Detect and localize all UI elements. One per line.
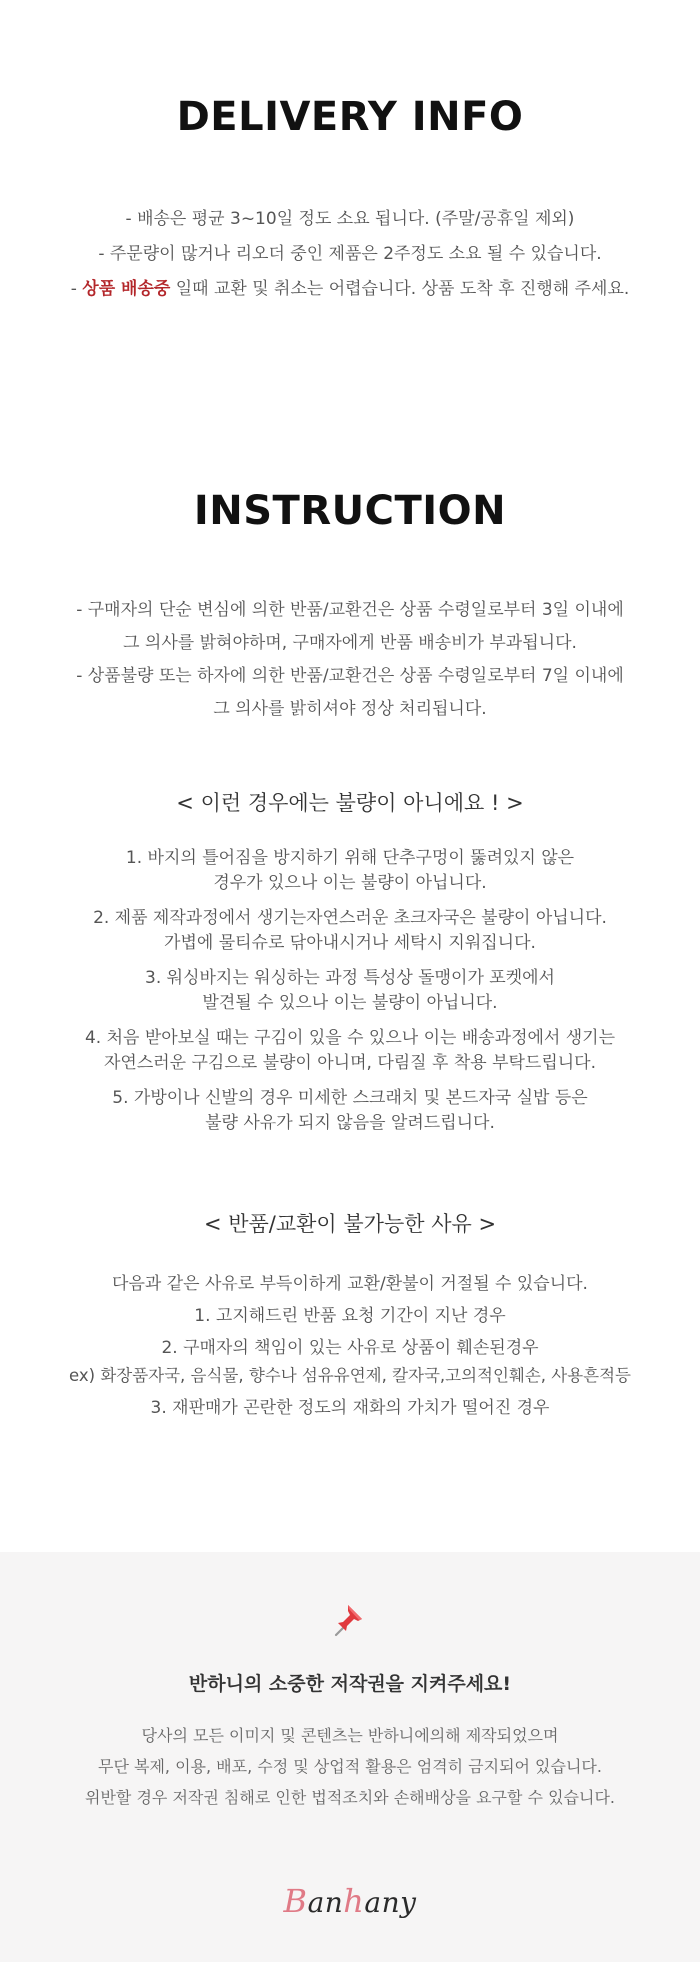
copyright-section: [0, 1552, 700, 1962]
instruction-line-4: 그 의사를 밝히셔야 정상 처리됩니다.: [213, 699, 487, 719]
pushpin-icon: [334, 1601, 366, 1637]
list-item: [0, 1026, 700, 1076]
list-item-line: 1. 바지의 틀어짐을 방지하기 위해 단추구멍이 뚫려있지 않은: [125, 848, 575, 868]
list-item-line: 5. 가방이나 신발의 경우 미세한 스크래치 및 본드자국 실밥 등은: [112, 1088, 588, 1108]
instruction-title: INSTRUCTION: [193, 488, 507, 534]
logo-part-any: any: [364, 1886, 417, 1919]
delivery-info-text: [0, 202, 700, 307]
no-return-text: [0, 1268, 700, 1428]
no-return-line: 3. 재판매가 곤란한 정도의 재화의 가치가 떨어진 경우: [150, 1398, 550, 1418]
list-item: [0, 1086, 700, 1136]
banhany-logo: [0, 1882, 700, 1920]
copyright-line-3: 위반할 경우 저작권 침해로 인한 법적조치와 손해배상을 요구할 수 있습니다.: [85, 1788, 615, 1807]
not-defect-heading: < 이런 경우에는 불량이 아니에요 ! >: [176, 791, 524, 815]
delivery-line-2: - 주문량이 많거나 리오더 중인 제품은 2주정도 소요 될 수 있습니다.: [98, 244, 602, 264]
no-return-line: 2. 구매자의 책임이 있는 사유로 상품이 훼손된경우: [161, 1338, 539, 1358]
list-item-line: 자연스러운 구김으로 불량이 아니며, 다림질 후 착용 부탁드립니다.: [103, 1053, 597, 1073]
copyright-line-1: 당사의 모든 이미지 및 콘텐츠는 반하니에의해 제작되었으며: [141, 1726, 559, 1745]
instruction-line-2: 그 의사를 밝혀야하며, 구매자에게 반품 배송비가 부과됩니다.: [123, 633, 577, 653]
list-item-line: 4. 처음 받아보실 때는 구김이 있을 수 있으나 이는 배송과정에서 생기는: [84, 1028, 616, 1048]
list-item: [0, 846, 700, 896]
list-item-line: 발견될 수 있으나 이는 불량이 아닙니다.: [202, 993, 498, 1013]
no-return-heading: < 반품/교환이 불가능한 사유 >: [203, 1212, 497, 1236]
no-return-example: ex) 화장품자국, 음식물, 향수나 섬유유연제, 칼자국,고의적인훼손, 사용흔적등: [69, 1366, 631, 1385]
delivery-line-3-prefix: -: [70, 279, 83, 299]
instruction-line-1: - 구매자의 단순 변심에 의한 반품/교환건은 상품 수령일로부터 3일 이내에: [76, 600, 624, 620]
list-item-line: 2. 제품 제작과정에서 생기는자연스러운 초크자국은 불량이 아닙니다.: [93, 908, 607, 928]
delivery-line-1: - 배송은 평균 3~10일 정도 소요 됩니다. (주말/공휴일 제외): [125, 209, 575, 229]
delivery-line-3-rest: 일때 교환 및 취소는 어렵습니다. 상품 도착 후 진행해 주세요.: [170, 279, 630, 299]
logo-letter-h: h: [343, 1882, 365, 1920]
no-return-intro: 다음과 같은 사유로 부득이하게 교환/환불이 거절될 수 있습니다.: [112, 1274, 588, 1294]
shipping-highlight: 상품 배송중: [82, 279, 171, 299]
delivery-info-title: DELIVERY INFO: [176, 94, 524, 140]
copyright-title: 반하니의 소중한 저작권을 지켜주세요!: [188, 1673, 512, 1695]
list-item: [0, 906, 700, 956]
delivery-line-3: [0, 272, 700, 307]
list-item-line: 3. 워싱바지는 워싱하는 과정 특성상 돌맹이가 포켓에서: [145, 968, 555, 988]
instruction-line-3: - 상품불량 또는 하자에 의한 반품/교환건은 상품 수령일로부터 7일 이내에: [76, 666, 624, 686]
copyright-line-2: 무단 복제, 이용, 배포, 수정 및 상업적 활용은 엄격히 금지되어 있습니다.: [98, 1757, 602, 1776]
list-item-line: 불량 사유가 되지 않음을 알려드립니다.: [205, 1113, 495, 1133]
list-item: [0, 966, 700, 1016]
not-defect-list: [0, 846, 700, 1136]
instruction-text: [0, 594, 700, 726]
logo-part-an: an: [307, 1886, 344, 1919]
copyright-text: [0, 1720, 700, 1813]
list-item-line: 가볍에 물티슈로 닦아내시거나 세탁시 지워집니다.: [164, 933, 536, 953]
logo-letter-b: B: [283, 1882, 308, 1920]
no-return-line: 1. 고지해드린 반품 요청 기간이 지난 경우: [194, 1306, 506, 1326]
list-item-line: 경우가 있으나 이는 불량이 아닙니다.: [213, 873, 487, 893]
